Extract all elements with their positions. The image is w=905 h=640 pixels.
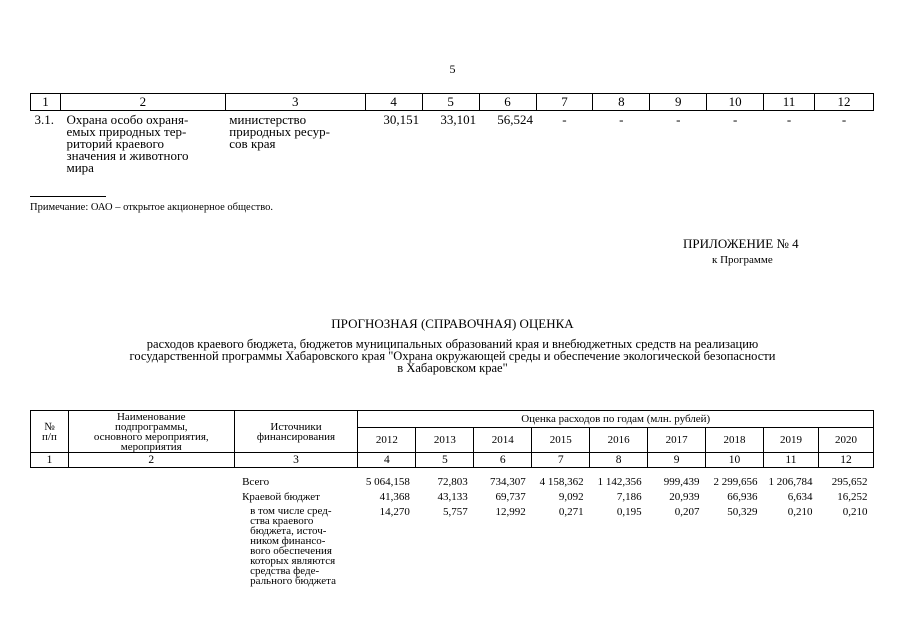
value-cell: 20,939: [669, 491, 700, 503]
header-cell: 8: [593, 94, 650, 111]
row-name-line: значения и животного: [66, 148, 189, 163]
year-cell: 2013: [416, 428, 474, 453]
page-title: ПРОГНОЗНАЯ (СПРАВОЧНАЯ) ОЦЕНКА: [331, 316, 574, 331]
page-subtitle: [50, 338, 855, 374]
value-cell: 66,936: [727, 491, 758, 503]
col-number: 8: [590, 453, 648, 468]
value-cell: 41,368: [379, 491, 410, 503]
col-number: 12: [818, 453, 873, 468]
header-cell: 7: [536, 94, 593, 111]
value-cell: -: [786, 112, 792, 127]
value-cell: 16,252: [837, 491, 868, 503]
value-cell: 1 142,356: [597, 476, 642, 488]
value-cell: 12,992: [495, 506, 526, 518]
header-num: [31, 411, 69, 453]
empty-cell: [68, 468, 234, 489]
footnote: Примечание: ОАО – открытое акционерное общество.: [30, 202, 273, 213]
year-cell: 2014: [474, 428, 532, 453]
empty-cell: [31, 488, 69, 503]
header-line: подпрограммы,: [114, 420, 188, 433]
header-line: основного мероприятия,: [93, 430, 209, 443]
value-cell: -: [562, 112, 567, 127]
value-cell: 6,634: [787, 491, 813, 503]
header-line: Наименование: [116, 410, 186, 423]
table-row: [31, 488, 874, 503]
value-cell: 4 158,362: [539, 476, 584, 488]
year-cell: 2016: [590, 428, 648, 453]
header-cell: 9: [650, 94, 707, 111]
col-number: 1: [31, 453, 69, 468]
header-source: [234, 411, 358, 453]
col-number: 3: [234, 453, 358, 468]
table-row: [31, 111, 874, 175]
subtitle-line: расходов краевого бюджета, бюджетов муниципальных образований края и внебюджетных средств на реализацию: [146, 337, 759, 351]
header-line: Источники: [270, 420, 322, 433]
value-cell: 30,151: [383, 112, 420, 127]
year-cell: 2015: [532, 428, 590, 453]
appendix-subtitle: к Программе: [712, 254, 773, 266]
header-cell: 2: [60, 94, 225, 111]
row-label-line: средства феде-: [250, 565, 320, 577]
col-number: 11: [763, 453, 818, 468]
row-number: 3.1.: [34, 112, 54, 127]
value-cell: 72,803: [437, 476, 468, 488]
table-row: [31, 503, 874, 586]
subtitle-line: в Хабаровском крае": [397, 361, 508, 375]
row-name-line: риторий краевого: [66, 136, 165, 151]
value-cell: 33,101: [440, 112, 477, 127]
value-cell: 2 299,656: [713, 476, 758, 488]
row-label-line: которых являются: [250, 555, 336, 567]
header-line: п/п: [42, 430, 57, 443]
header-cell: 12: [815, 94, 874, 111]
header-cell: 4: [365, 94, 422, 111]
header-line: мероприятия: [120, 440, 182, 453]
value-cell: 0,271: [558, 506, 584, 518]
value-cell: 0,210: [842, 506, 868, 518]
empty-cell: [31, 503, 69, 586]
footnote-divider: [30, 196, 106, 197]
value-cell: 43,133: [437, 491, 468, 503]
value-cell: 50,329: [727, 506, 758, 518]
row-label-line: ства краевого: [250, 515, 314, 527]
value-cell: -: [619, 112, 624, 127]
value-cell: 999,439: [663, 476, 700, 488]
value-cell: 14,270: [379, 506, 410, 518]
value-cell: 5 064,158: [365, 476, 410, 488]
year-cell: 2020: [818, 428, 873, 453]
row-label: Краевой бюджет: [242, 491, 320, 503]
year-cell: 2019: [763, 428, 818, 453]
col-number: 5: [416, 453, 474, 468]
table-row: [31, 468, 874, 489]
row-source-line: сов края: [229, 136, 276, 151]
appendix-title: ПРИЛОЖЕНИЕ № 4: [683, 236, 799, 251]
year-cell: 2017: [648, 428, 706, 453]
table-header-row: [31, 411, 874, 428]
row-label: Всего: [242, 476, 270, 488]
header-group: Оценка расходов по годам (млн. рублей): [358, 411, 874, 428]
row-name-line: емых природных тер-: [66, 124, 187, 139]
empty-cell: [68, 503, 234, 586]
header-cell: 6: [479, 94, 536, 111]
row-name-line: мира: [66, 160, 94, 175]
year-cell: 2012: [358, 428, 416, 453]
row-source-line: министерство: [229, 112, 307, 127]
value-cell: 1 206,784: [768, 476, 813, 488]
continuation-table: [30, 93, 874, 174]
page-number: 5: [449, 62, 456, 76]
header-cell: 5: [422, 94, 479, 111]
col-number: 4: [358, 453, 416, 468]
estimate-table: [30, 410, 874, 586]
value-cell: 0,210: [787, 506, 813, 518]
value-cell: -: [732, 112, 738, 127]
year-cell: 2018: [706, 428, 764, 453]
col-number: 9: [648, 453, 706, 468]
empty-cell: [31, 468, 69, 489]
value-cell: 56,524: [497, 112, 534, 127]
value-cell: 5,757: [443, 506, 468, 518]
value-cell: 295,652: [831, 476, 868, 488]
row-source: [225, 111, 365, 175]
value-cell: 0,195: [616, 506, 642, 518]
column-number-row: [31, 453, 874, 468]
col-number: 7: [532, 453, 590, 468]
header-name: [68, 411, 234, 453]
row-label-line: ником финансо-: [250, 535, 326, 547]
table-header-row: [31, 94, 874, 111]
row-label-line: рального бюджета: [250, 575, 336, 587]
col-number: 10: [706, 453, 764, 468]
row-name: [60, 111, 225, 175]
value-cell: 69,737: [495, 491, 526, 503]
row-label-line: в том числе сред-: [250, 505, 332, 517]
value-cell: 7,186: [616, 491, 642, 503]
subtitle-line: государственной программы Хабаровского края "Охрана окружающей среды и обеспечение экологической безопасности: [129, 349, 776, 363]
empty-cell: [68, 488, 234, 503]
row-source-line: природных ресур-: [229, 124, 330, 139]
header-cell: 11: [764, 94, 815, 111]
row-label-line: бюджета, источ-: [250, 525, 327, 537]
row-label: [234, 503, 358, 586]
header-line: финансирования: [256, 430, 336, 443]
row-name-line: Охрана особо охраня-: [66, 112, 189, 127]
row-label-line: вого обеспечения: [250, 545, 332, 557]
header-cell: 10: [707, 94, 764, 111]
col-number: 6: [474, 453, 532, 468]
col-number: 2: [68, 453, 234, 468]
value-cell: 0,207: [674, 506, 700, 518]
value-cell: 9,092: [558, 491, 584, 503]
header-line: №: [44, 420, 55, 433]
value-cell: -: [676, 112, 681, 127]
header-cell: 3: [225, 94, 365, 111]
value-cell: -: [841, 112, 847, 127]
header-cell: 1: [31, 94, 61, 111]
value-cell: 734,307: [489, 476, 526, 488]
